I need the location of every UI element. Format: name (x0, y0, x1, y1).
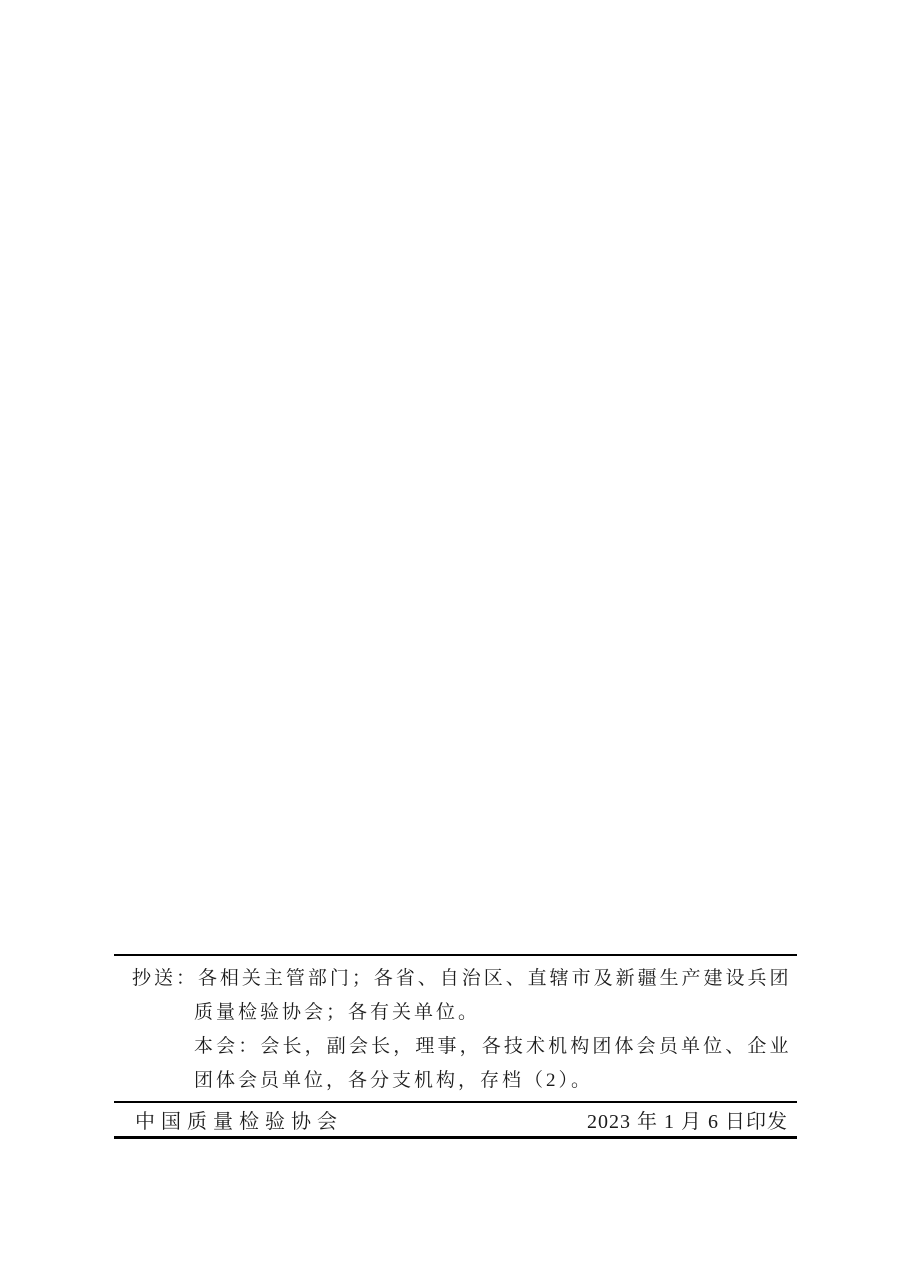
issuer-name: 中国质量检验协会 (135, 1111, 343, 1133)
copy-note-line-1: 抄送：各相关主管部门；各省、自治区、直辖市及新疆生产建设兵团 (132, 968, 789, 989)
issuer-row (114, 1103, 797, 1139)
copy-note-line-2: 质量检验协会；各有关单位。 (194, 1002, 481, 1023)
copy-note-line-3: 本会：会长，副会长，理事，各技术机构团体会员单位、企业 (194, 1036, 789, 1057)
copy-note-section (114, 954, 797, 1103)
print-date: 2023 年 1 月 6 日印发 (587, 1111, 788, 1133)
document-footer-section (114, 954, 797, 1139)
copy-note-line-4: 团体会员单位，各分支机构，存档（2）。 (194, 1070, 594, 1091)
